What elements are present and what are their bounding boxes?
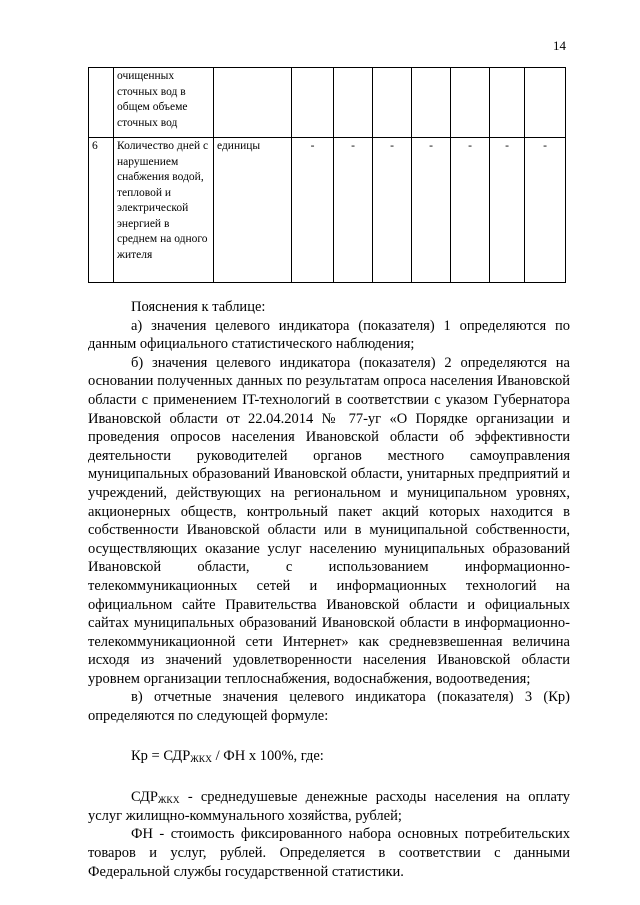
sdr-description: - среднедушевые денежные расходы населения на оплату услуг жилищно-коммунального хозяйства, рублей; [88, 789, 570, 824]
formula [88, 747, 570, 766]
unit-cell [214, 68, 292, 138]
explanations-text [88, 298, 570, 881]
formula-rhs: / ФН x 100%, где: [211, 747, 324, 764]
table-row [89, 138, 566, 283]
table-row [89, 68, 566, 138]
formula-lhs: Кр = СДР [131, 747, 191, 764]
row-number-cell: 6 [89, 138, 114, 283]
value-cell: - [525, 138, 566, 283]
indicator-name-cell: Количество дней с нарушением снабжения водой, тепловой и электрической энергией в среднем на одного жителя [114, 138, 214, 283]
value-cell [451, 68, 490, 138]
definition-fn: ФН - стоимость фиксированного набора основных потребительских товаров и услуг, рублей. Определяется в соответствии с данными Федеральной службы государственной статистики. [88, 826, 570, 880]
value-cell: - [373, 138, 412, 283]
indicator-table [88, 67, 566, 283]
definition-sdr [88, 788, 570, 825]
explanation-item-c: в) отчетные значения целевого индикатора (показателя) 3 (Кр) определяются по следующей формуле: [88, 689, 570, 725]
explanation-item-b: б) значения целевого индикатора (показателя) 2 определяются на основании полученных данных по результатам опроса населения Ивановской области с применением IT-технологий в соответствии с указом Губернатора Ивановской области от 22.04.2014 № 77-уг «О Порядке организации и проведения опросов населения Ивановской области об эффективности деятельности руководителей органов местного самоуправления муниципальных образований Ивановской области, унитарных предприятий и учреждений, действующих на региональном и муниципальном уровнях, акционерных обществ, контрольный пакет акций которых находится в собственности Ивановской области или в муниципальной собственности, осуществляющих оказание услуг населению муниципальных образований Ивановской области, с использованием информационно-телекоммуникационных сетей и информационных технологий на официальном сайте Правительства Ивановской области и официальных сайтах муниципальных образований Ивановской области в информационно-телекоммуникационной сети Интернет» как средневзвешенная величина исходя из значений удовлетворенности населения Ивановской области уровнем организации теплоснабжения, водоснабжения, водоотведения; [88, 354, 570, 687]
value-cell [525, 68, 566, 138]
value-cell [292, 68, 334, 138]
value-cell [412, 68, 451, 138]
explanations-heading: Пояснения к таблице: [131, 299, 266, 315]
value-cell: - [490, 138, 525, 283]
explanation-item-a: а) значения целевого индикатора (показателя) 1 определяются по данным официального статистического наблюдения; [88, 317, 570, 353]
value-cell [334, 68, 373, 138]
value-cell: - [292, 138, 334, 283]
unit-cell: единицы [214, 138, 292, 283]
value-cell: - [451, 138, 490, 283]
indicator-name-cell: очищенных сточных вод в общем объеме сточных вод [114, 68, 214, 138]
page-number: 14 [553, 38, 566, 53]
row-number-cell [89, 68, 114, 138]
value-cell [490, 68, 525, 138]
formula-subscript: ЖКХ [190, 754, 212, 765]
value-cell [373, 68, 412, 138]
sdr-term: СДР [131, 789, 158, 806]
value-cell: - [334, 138, 373, 283]
sdr-subscript: ЖКХ [157, 796, 180, 807]
value-cell: - [412, 138, 451, 283]
